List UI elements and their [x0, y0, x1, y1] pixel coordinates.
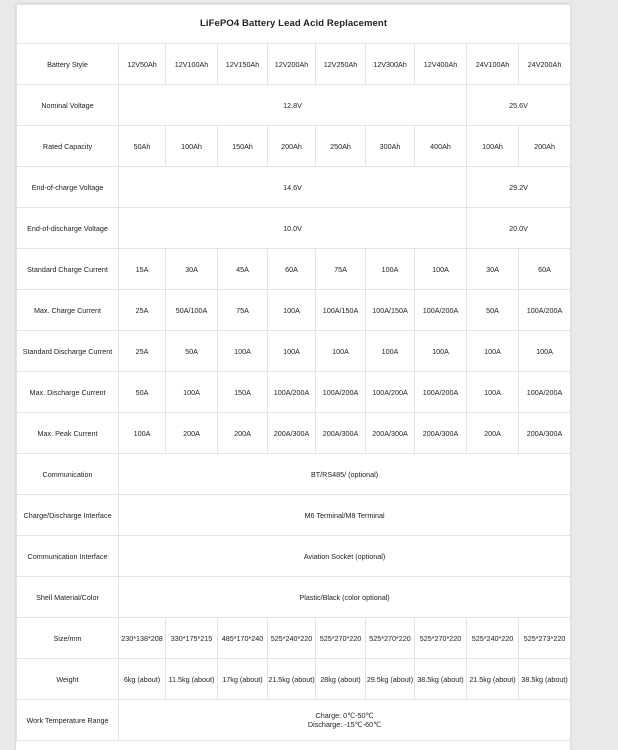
table-cell: 100A/200A: [519, 290, 571, 331]
table-cell: 50A: [467, 290, 519, 331]
table-cell: 100A/200A: [415, 372, 467, 413]
table-cell: 525*273*220: [519, 618, 571, 659]
weight-row: [17, 659, 571, 700]
table-cell: 75A: [316, 249, 366, 290]
cell-12v: 14.6V: [119, 167, 467, 208]
table-cell: 50A: [166, 331, 218, 372]
table-cell: 525*240*220: [467, 618, 519, 659]
table-cell: 200A/300A: [366, 413, 415, 454]
table-cell: 525*270*220: [415, 618, 467, 659]
table-cell: 21.5kg (about): [467, 659, 519, 700]
model-header: 12V150Ah: [218, 44, 268, 85]
communication-row: [17, 454, 571, 495]
table-cell: 45A: [218, 249, 268, 290]
max-peak-row: [17, 413, 571, 454]
table-cell: 525*270*220: [366, 618, 415, 659]
model-header: 12V100Ah: [166, 44, 218, 85]
model-header: 24V100Ah: [467, 44, 519, 85]
merged-cell: Plastic/Black (color optional): [119, 577, 571, 618]
table-cell: 200A/300A: [519, 413, 571, 454]
table-cell: 100A/200A: [415, 290, 467, 331]
table-cell: 38.5kg (about): [415, 659, 467, 700]
title-row: [17, 5, 571, 44]
cell-24v: 25.6V: [467, 85, 571, 126]
row-label: Shell Material/Color: [17, 577, 119, 618]
row-label: Work Temperature Range: [17, 700, 119, 741]
table-cell: 300Ah: [366, 126, 415, 167]
table-cell: 400Ah: [415, 126, 467, 167]
row-label: Max. Discharge Current: [17, 372, 119, 413]
table-cell: 485*170*240: [218, 618, 268, 659]
table-cell: 200A/300A: [415, 413, 467, 454]
table-cell: 30A: [467, 249, 519, 290]
temperature-row: [17, 700, 571, 741]
row-label: Charge/Discharge Interface: [17, 495, 119, 536]
table-cell: 60A: [519, 249, 571, 290]
merged-cell: M6 Terminal/M8 Terminal: [119, 495, 571, 536]
row-label: End-of-charge Voltage: [17, 167, 119, 208]
table-cell: 100A: [366, 331, 415, 372]
table-cell: 100A: [467, 331, 519, 372]
row-label: Standard Discharge Current: [17, 331, 119, 372]
std-charge-row: [17, 249, 571, 290]
table-cell: 200A: [218, 413, 268, 454]
table-cell: 100A/200A: [268, 372, 316, 413]
model-header: 24V200Ah: [519, 44, 571, 85]
table-cell: 100A: [218, 331, 268, 372]
table-cell: 200Ah: [268, 126, 316, 167]
table-cell: 200A: [467, 413, 519, 454]
row-label: End-of-discharge Voltage: [17, 208, 119, 249]
table-cell: 200A/300A: [316, 413, 366, 454]
table-cell: 28kg (about): [316, 659, 366, 700]
row-label: Communication Interface: [17, 536, 119, 577]
model-header: 12V300Ah: [366, 44, 415, 85]
row-label: Communication: [17, 454, 119, 495]
table-cell: 200A: [166, 413, 218, 454]
table-cell: 11.5kg (about): [166, 659, 218, 700]
end-of-discharge-row: [17, 208, 571, 249]
rated-capacity-row: [17, 126, 571, 167]
nominal-voltage-row: [17, 85, 571, 126]
model-header: 12V200Ah: [268, 44, 316, 85]
size-row: [17, 618, 571, 659]
table-cell: 100A: [467, 372, 519, 413]
table-cell: 330*175*215: [166, 618, 218, 659]
cell-24v: 20.0V: [467, 208, 571, 249]
table-cell: 525*270*220: [316, 618, 366, 659]
table-cell: 100Ah: [467, 126, 519, 167]
comm-interface-row: [17, 536, 571, 577]
interface-row: [17, 495, 571, 536]
table-cell: 100A/200A: [519, 372, 571, 413]
merged-cell: BT/RS485/ (optional): [119, 454, 571, 495]
table-cell: 100A/150A: [316, 290, 366, 331]
std-discharge-row: [17, 331, 571, 372]
table-cell: 38.5kg (about): [519, 659, 571, 700]
table-cell: 150Ah: [218, 126, 268, 167]
table-cell: 100A/150A: [366, 290, 415, 331]
table-cell: 15A: [119, 249, 166, 290]
table-cell: 100A: [415, 331, 467, 372]
table-cell: 525*240*220: [268, 618, 316, 659]
table-cell: 230*138*208: [119, 618, 166, 659]
spec-table: [16, 4, 571, 741]
header-row: [17, 44, 571, 85]
table-cell: 250Ah: [316, 126, 366, 167]
row-label: Weight: [17, 659, 119, 700]
table-cell: 100A: [166, 372, 218, 413]
table-cell: 200A/300A: [268, 413, 316, 454]
table-cell: 100Ah: [166, 126, 218, 167]
table-cell: 21.5kg (about): [268, 659, 316, 700]
table-cell: 17kg (about): [218, 659, 268, 700]
table-cell: 100A: [415, 249, 467, 290]
table-cell: 29.5kg (about): [366, 659, 415, 700]
table-cell: 30A: [166, 249, 218, 290]
table-cell: 100A: [268, 331, 316, 372]
cell-24v: 29.2V: [467, 167, 571, 208]
table-cell: 60A: [268, 249, 316, 290]
model-header: 12V250Ah: [316, 44, 366, 85]
table-cell: 75A: [218, 290, 268, 331]
table-cell: 25A: [119, 290, 166, 331]
max-charge-row: [17, 290, 571, 331]
end-of-charge-row: [17, 167, 571, 208]
temperature-cell: [119, 700, 571, 741]
table-cell: 150A: [218, 372, 268, 413]
table-cell: 100A: [268, 290, 316, 331]
table-cell: 100A: [316, 331, 366, 372]
row-label: Size/mm: [17, 618, 119, 659]
row-label: Standard Charge Current: [17, 249, 119, 290]
table-cell: 200Ah: [519, 126, 571, 167]
shell-row: [17, 577, 571, 618]
spec-sheet: [16, 4, 570, 750]
row-label: Max. Peak Current: [17, 413, 119, 454]
table-cell: 100A/200A: [366, 372, 415, 413]
charge-temp: Charge: 0℃-50℃: [315, 711, 374, 720]
table-cell: 50A: [119, 372, 166, 413]
cell-12v: 12.8V: [119, 85, 467, 126]
cell-12v: 10.0V: [119, 208, 467, 249]
table-cell: 50Ah: [119, 126, 166, 167]
model-header: 12V50Ah: [119, 44, 166, 85]
max-discharge-row: [17, 372, 571, 413]
table-cell: 6kg (about): [119, 659, 166, 700]
table-cell: 25A: [119, 331, 166, 372]
row-label: Nominal Voltage: [17, 85, 119, 126]
row-label: Max. Charge Current: [17, 290, 119, 331]
table-cell: 50A/100A: [166, 290, 218, 331]
row-label: Rated Capacity: [17, 126, 119, 167]
table-cell: 100A: [366, 249, 415, 290]
row-label: Battery Style: [17, 44, 119, 85]
table-title: LiFePO4 Battery Lead Acid Replacement: [17, 5, 571, 44]
table-cell: 100A: [519, 331, 571, 372]
merged-cell: Aviation Socket (optional): [119, 536, 571, 577]
table-cell: 100A/200A: [316, 372, 366, 413]
table-cell: 100A: [119, 413, 166, 454]
discharge-temp: Discharge: -15℃-60℃: [307, 720, 382, 729]
model-header: 12V400Ah: [415, 44, 467, 85]
